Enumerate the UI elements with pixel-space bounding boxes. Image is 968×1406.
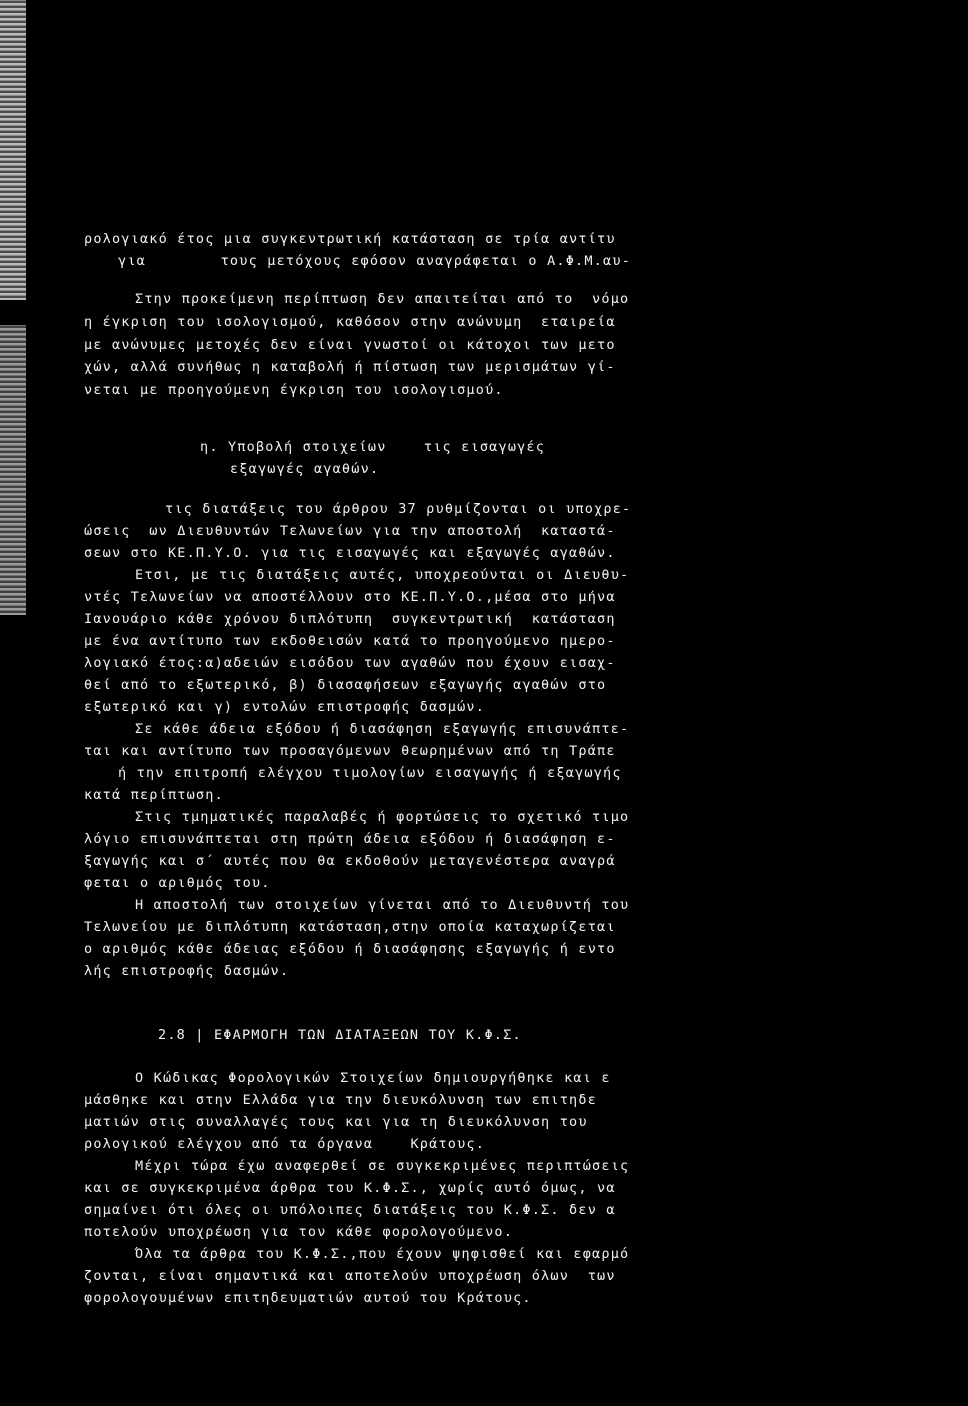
text-line: θεί από το εξωτερικό, β) διασαφήσεων εξαγωγής αγαθών στο — [84, 677, 607, 693]
text-line: σεων στο ΚΕ.Π.Υ.Ο. για τις εισαγωγές και εξαγωγές αγαθών. — [84, 545, 616, 561]
text-line: με ένα αντίτυπο των εκδοθεισών κατά το προηγούμενο ημερο- — [84, 633, 616, 649]
text-line: λογιακό έτος:α)αδειών εισόδου των αγαθών που έχουν εισαχ- — [84, 655, 616, 671]
text-line: Όλα τα άρθρα του Κ.Φ.Σ.,που έχουν ψηφισθεί και εφαρμό — [135, 1246, 630, 1262]
text-line: Ιανουάριο κάθε χρόνου διπλότυπη συγκεντρωτική κατάσταση — [84, 611, 616, 627]
text-line: φορολογουμένων επιτηδευματιών αυτού του Κράτους. — [84, 1290, 532, 1306]
text-line: ώσεις ων Διευθυντών Τελωνείων για την αποστολή καταστά- — [84, 523, 616, 539]
text-line: εξωτερικό και γ) εντολών επιστροφής δασμών. — [84, 699, 486, 715]
text-line: ζονται, είναι σημαντικά και αποτελούν υποχρέωση όλων των — [84, 1268, 616, 1284]
section-title: 2.8 | ΕΦΑΡΜΟΓΗ ΤΩΝ ΔΙΑΤΑΞΕΩΝ ΤΟΥ Κ.Φ.Σ. — [158, 1027, 522, 1043]
text-line: κατά περίπτωση. — [84, 787, 224, 803]
text-line: ρολογικού ελέγχου από τα όργανα Κράτους. — [84, 1136, 486, 1152]
subsection-heading: εξαγωγές αγαθών. — [230, 461, 380, 477]
text-line: για τους μετόχους εφόσον αναγράφεται ο Α.Φ.Μ.αυ- — [118, 253, 632, 269]
text-line: η έγκριση του ισολογισμού, καθόσον στην ανώνυμη εταιρεία — [84, 314, 616, 330]
scan-edge-artifact — [0, 325, 26, 615]
text-line: Στην προκείμενη περίπτωση δεν απαιτείται από το νόμο — [135, 291, 630, 307]
text-line: Στις τμηματικές παραλαβές ή φορτώσεις το σχετικό τιμο — [135, 809, 630, 825]
text-line: λής επιστροφής δασμών. — [84, 963, 290, 979]
text-line: λόγιο επισυνάπτεται στη πρώτη άδεια εξόδου ή διασάφηση ε- — [84, 831, 616, 847]
subsection-heading: η. Υποβολή στοιχείων τις εισαγωγές — [200, 439, 546, 455]
text-line: τις διατάξεις του άρθρου 37 ρυθμίζονται οι υποχρε- — [165, 501, 632, 517]
text-line: Η αποστολή των στοιχείων γίνεται από το Διευθυντή του — [135, 897, 630, 913]
text-line: ο αριθμός κάθε άδειας εξόδου ή διασάφησης εξαγωγής ή εντο — [84, 941, 616, 957]
text-line: και σε συγκεκριμένα άρθρα του Κ.Φ.Σ., χωρίς αυτό όμως, να — [84, 1180, 616, 1196]
text-line: χών, αλλά συνήθως η καταβολή ή πίστωση των μερισμάτων γί- — [84, 359, 616, 375]
text-line: Ο Κώδικας Φορολογικών Στοιχείων δημιουργήθηκε και ε — [135, 1070, 611, 1086]
text-line: ντές Τελωνείων να αποστέλλουν στο ΚΕ.Π.Υ.Ο.,μέσα στο μήνα — [84, 589, 616, 605]
text-line: Τελωνείου με διπλότυπη κατάσταση,στην οποία καταχωρίζεται — [84, 919, 616, 935]
text-line: μάσθηκε και στην Ελλάδα για την διευκόλυνση των επιτηδε — [84, 1092, 598, 1108]
scan-edge-artifact — [0, 0, 26, 300]
text-line: νεται με προηγούμενη έγκριση του ισολογισμού. — [84, 382, 504, 398]
text-line: ή την επιτροπή ελέγχου τιμολογίων εισαγωγής ή εξαγωγής — [118, 765, 622, 781]
text-line: Ετσι, με τις διατάξεις αυτές, υποχρεούνται οι Διευθυ- — [135, 567, 630, 583]
text-line: ται και αντίτυπο των προσαγόμενων θεωρημένων από τη Τράπε — [84, 743, 616, 759]
text-line: ρολογιακό έτος μια συγκεντρωτική κατάσταση σε τρία αντίτυ — [84, 231, 616, 247]
text-line: με ανώνυμες μετοχές δεν είναι γνωστοί οι κάτοχοι των μετο — [84, 337, 616, 353]
text-line: Σε κάθε άδεια εξόδου ή διασάφηση εξαγωγής επισυνάπτε- — [135, 721, 630, 737]
text-line: ξαγωγής και σ΄ αυτές που θα εκδοθούν μεταγενέστερα αναγρά — [84, 853, 616, 869]
text-line: ματιών στις συναλλαγές τους και για τη διευκόλυνση του — [84, 1114, 588, 1130]
text-line: Μέχρι τώρα έχω αναφερθεί σε συγκεκριμένες περιπτώσεις — [135, 1158, 630, 1174]
text-line: σημαίνει ότι όλες οι υπόλοιπες διατάξεις του Κ.Φ.Σ. δεν α — [84, 1202, 616, 1218]
text-line: φεται ο αριθμός του. — [84, 875, 271, 891]
text-line: ποτελούν υποχρέωση για τον κάθε φορολογούμενο. — [84, 1224, 514, 1240]
